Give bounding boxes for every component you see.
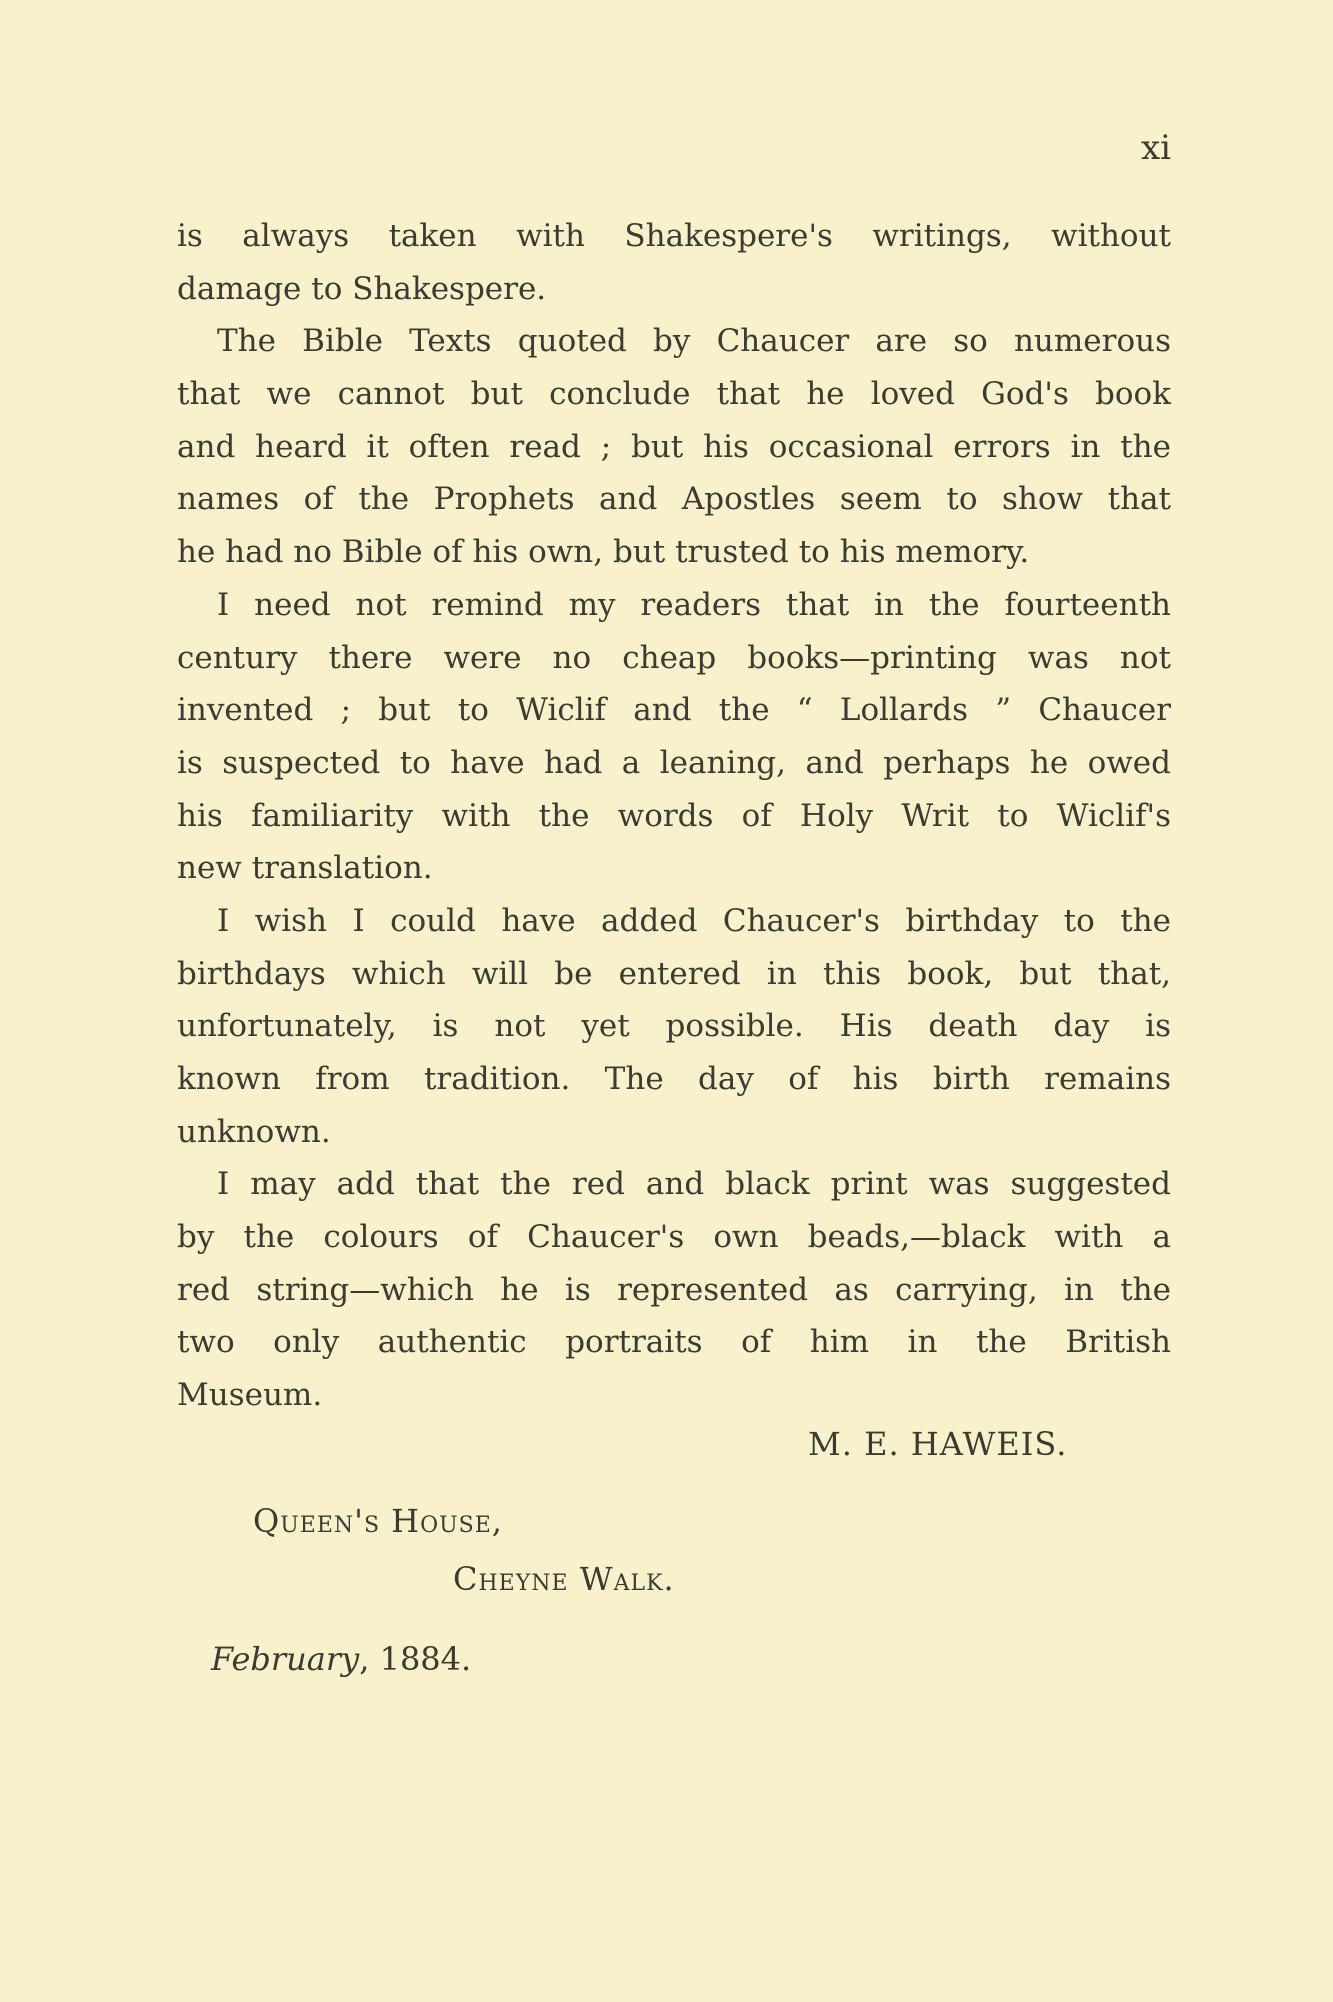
text-line: red string—which he is represented as carrying, in the: [177, 1271, 1171, 1308]
text-line: new translation.: [177, 850, 433, 887]
text-line: birthdays which will be entered in this book, but that,: [177, 955, 1171, 992]
text-line: The Bible Texts quoted by Chaucer are so numerous: [217, 323, 1171, 360]
text-line: is suspected to have had a leaning, and perhaps he owed: [177, 744, 1171, 781]
text-line: that we cannot but conclude that he loved God's book: [177, 376, 1171, 413]
text-line: unfortunately, is not yet possible. His death day is: [177, 1008, 1171, 1045]
signature: M. E. HAWEIS.: [808, 1425, 1068, 1463]
date-year: , 1884.: [359, 1640, 472, 1678]
text-line: he had no Bible of his own, but trusted to his memory.: [177, 534, 1030, 571]
text-line: names of the Prophets and Apostles seem to show that: [177, 481, 1171, 518]
text-line: Museum.: [177, 1377, 323, 1414]
text-line: invented ; but to Wiclif and the “ Lollards ” Chaucer: [177, 692, 1171, 729]
text-line: known from tradition. The day of his birth remains: [177, 1061, 1171, 1097]
address-line-1: Queen's House,: [253, 1502, 503, 1540]
text-line: is always taken with Shakespere's writings, without: [177, 218, 1171, 254]
text-line: century there were no cheap books—printing was not: [177, 639, 1171, 676]
text-line: I wish I could have added Chaucer's birthday to the: [217, 902, 1171, 939]
text-line: and heard it often read ; but his occasional errors in the: [177, 428, 1171, 465]
text-line: by the colours of Chaucer's own beads,—black with a: [177, 1219, 1171, 1256]
text-line: unknown.: [177, 1113, 331, 1150]
page-number: xi: [1140, 128, 1171, 168]
text-line: damage to Shakespere.: [177, 270, 547, 307]
date-month: February: [211, 1640, 360, 1678]
body-text: [177, 210, 1171, 1422]
text-line: his familiarity with the words of Holy Writ to Wiclif's: [177, 797, 1171, 834]
text-line: I need not remind my readers that in the fourteenth: [217, 586, 1171, 623]
address-line-2: Cheyne Walk.: [453, 1560, 675, 1598]
text-line: two only authentic portraits of him in the British: [177, 1324, 1171, 1361]
date: [211, 1640, 471, 1678]
text-line: I may add that the red and black print was suggested: [217, 1166, 1171, 1203]
